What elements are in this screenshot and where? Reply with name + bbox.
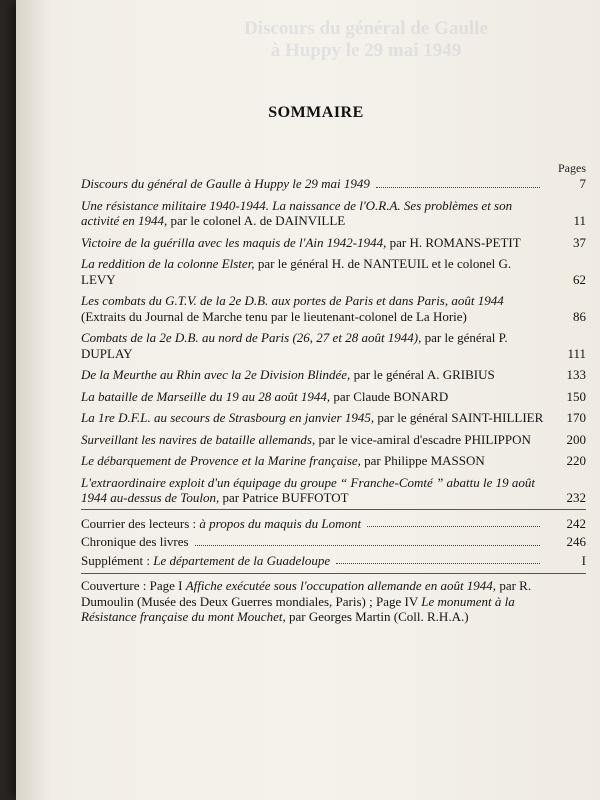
cover-italic: Le monument à la Résistance française du mont Mouchet, — [81, 593, 515, 624]
page-number: 111 — [567, 345, 586, 361]
toc-entry — [81, 367, 586, 383]
toc-entry-text — [81, 453, 546, 469]
entry-author: par Philippe MASSON — [360, 453, 485, 468]
toc-entry-text — [81, 235, 546, 251]
page-number: 232 — [566, 490, 586, 505]
toc-entry — [81, 256, 586, 287]
toc-entry-text — [81, 256, 546, 287]
toc-entry — [81, 534, 586, 550]
page-number: 242 — [566, 515, 586, 531]
toc-entry — [81, 293, 586, 324]
bleed-through-text: Discours du général de Gaulle à Huppy le 29 mai 1949 — [244, 18, 488, 61]
page-number: 133 — [566, 367, 586, 382]
toc-entry — [81, 516, 586, 532]
toc-entry — [81, 198, 586, 229]
toc-entry-text — [81, 553, 330, 569]
toc-entry-text — [81, 198, 546, 229]
dot-leader — [367, 526, 540, 527]
page-number: I — [581, 552, 586, 568]
toc-entry — [81, 176, 586, 192]
entry-author: par Claude BONARD — [330, 388, 449, 404]
toc-entry-text — [81, 389, 546, 405]
entry-author: par H. ROMANS-PETIT — [386, 234, 521, 250]
entry-title: Victoire de la guérilla avec les maquis de l'Ain 1942-1944, — [81, 234, 387, 250]
separator — [81, 509, 586, 510]
cover-text: par Georges Martin (Coll. R.H.A.) — [288, 609, 469, 624]
entry-title: De la Meurthe au Rhin avec la 2e Division Blindée, — [81, 367, 351, 382]
entry-label: Courrier des lecteurs : — [81, 515, 200, 531]
entry-title: L'extraordinaire exploit d'un équipage du groupe “ Franche-Comté ” abattu le 19 août 1944 au-dessus de Toulon, — [81, 474, 536, 505]
entry-title: La 1re D.F.L. au secours de Strasbourg en janvier 1945, — [81, 410, 375, 425]
page-title: SOMMAIRE — [268, 104, 364, 121]
entry-author: par le colonel A. de DAINVILLE — [167, 213, 346, 228]
toc-entry-text — [81, 367, 546, 383]
toc-entry — [81, 553, 586, 569]
page-number: 200 — [566, 431, 586, 447]
page-number: 246 — [566, 534, 586, 549]
entry-title: La bataille de Marseille du 19 au 28 août 1944, — [81, 388, 331, 404]
entry-title: Surveillant les navires de bataille allemands, — [81, 431, 316, 447]
entry-title: Une résistance militaire 1940-1944. La naissance de l'O.R.A. Ses problèmes et son activité en 1944, — [81, 197, 513, 228]
entry-title: La reddition de la colonne Elster, — [81, 256, 255, 271]
entry-title: Le département de la Guadeloupe — [153, 552, 331, 568]
cover-note — [81, 578, 586, 625]
page-number: 86 — [573, 308, 586, 324]
page-number: 37 — [573, 234, 586, 250]
toc-entry-text — [81, 293, 546, 324]
page-number: 11 — [573, 213, 586, 228]
page-number: 170 — [566, 410, 586, 425]
book-page — [16, 0, 600, 800]
cover-text: par R. Dumoulin (Musée des Deux Guerres mondiales, Paris) ; Page IV — [81, 578, 532, 609]
page-number: 7 — [579, 176, 586, 191]
entry-author: par le général SAINT-HILLIER — [374, 410, 544, 425]
page-number: 150 — [566, 388, 586, 404]
entry-author: par Patrice BUFFOTOT — [219, 490, 349, 505]
toc-entry-text — [81, 516, 361, 532]
entry-author: par le général P. DUPLAY — [81, 330, 508, 361]
entry-title: Discours du général de Gaulle à Huppy le 29 mai 1949 — [81, 176, 370, 191]
page-number: 220 — [566, 453, 586, 468]
toc-entry — [81, 475, 586, 506]
cover-italic: Affiche exécutée sous l'occupation allemande en août 1944, — [185, 578, 500, 593]
toc-entry-text — [81, 176, 370, 192]
toc-entry — [81, 410, 586, 426]
entry-label: Chronique des livres — [81, 534, 189, 549]
dot-leader — [376, 187, 540, 188]
entry-title: Combats de la 2e D.B. au nord de Paris (26, 27 et 28 août 1944), — [81, 330, 422, 345]
toc-entry-text — [81, 475, 546, 506]
toc-entry-text — [81, 534, 189, 550]
pages-column-header: Pages — [558, 161, 586, 175]
entry-author: par le général A. GRIBIUS — [350, 367, 495, 382]
cover-note-text — [81, 578, 586, 625]
toc-entry — [81, 432, 586, 448]
page-number: 62 — [573, 271, 586, 287]
entry-author: par le vice-amiral d'escadre PHILIPPON — [315, 431, 531, 447]
entry-label: Supplément : — [81, 552, 154, 568]
toc-entry — [81, 453, 586, 469]
separator — [81, 573, 586, 574]
toc-entry-text — [81, 410, 546, 426]
entry-author: (Extraits du Journal de Marche tenu par le lieutenant-colonel de La Horie) — [81, 308, 467, 324]
toc-entry-text — [81, 432, 546, 448]
table-of-contents — [81, 176, 586, 625]
toc-entry — [81, 235, 586, 251]
entry-title: Les combats du G.T.V. de la 2e D.B. aux portes de Paris et dans Paris, août 1944 — [81, 293, 504, 308]
toc-entry — [81, 330, 586, 361]
toc-entry — [81, 389, 586, 405]
entry-title: Le débarquement de Provence et la Marine française, — [81, 453, 361, 468]
toc-entry-text — [81, 330, 546, 361]
entry-title: à propos du maquis du Lomont — [199, 515, 362, 531]
dot-leader — [195, 545, 540, 546]
dot-leader — [336, 563, 540, 564]
entry-author: par le général H. de NANTEUIL et le colonel G. LEVY — [81, 256, 512, 287]
cover-text: Couverture : Page I — [81, 578, 186, 593]
